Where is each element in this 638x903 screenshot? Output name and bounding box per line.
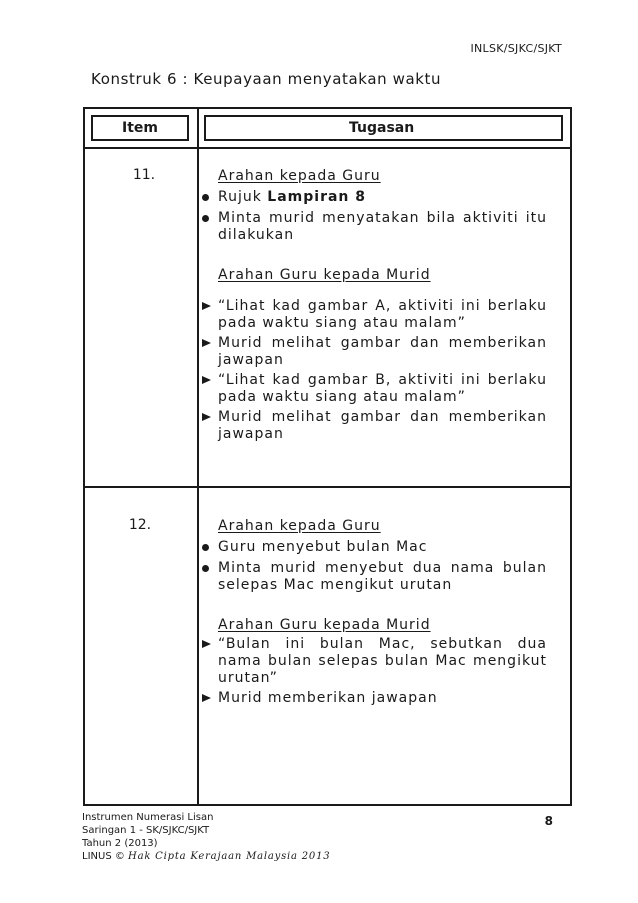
arrow-bullet-icon — [202, 413, 211, 421]
teacher-bullet: Minta murid menyatakan bila aktiviti itu dilakukan — [202, 210, 547, 244]
page-title: Konstruk 6 : Keupayaan menyatakan waktu — [91, 70, 442, 88]
arrow-bullet-icon — [202, 302, 211, 310]
arrow-bullet-icon — [202, 339, 211, 347]
teacher-instruction-heading: Arahan kepada Guru — [218, 518, 381, 534]
teacher-bullet: Guru menyebut bulan Mac — [202, 539, 547, 556]
arrow-bullet-icon — [202, 640, 211, 648]
bullet-icon — [202, 544, 209, 551]
bullet-icon — [202, 194, 209, 201]
teacher-instruction-heading: Arahan kepada Guru — [218, 168, 381, 184]
row-divider — [83, 486, 572, 488]
column-divider — [197, 107, 199, 806]
document-code: INLSK/SJKC/SJKT — [470, 42, 562, 55]
footer-copyright: LINUS © Hak Cipta Kerajaan Malaysia 2013 — [82, 851, 331, 862]
column-header-task: Tugasan — [204, 115, 563, 141]
bullet-icon — [202, 565, 209, 572]
student-step: Murid melihat gambar dan memberikan jawapan — [202, 409, 547, 443]
teacher-bullet: Rujuk Lampiran 8 — [202, 189, 547, 206]
page-number: 8 — [544, 814, 553, 828]
student-instruction-heading: Arahan Guru kepada Murid — [218, 267, 431, 283]
student-step: Murid memberikan jawapan — [202, 690, 547, 707]
appendix-reference: Lampiran 8 — [267, 189, 367, 205]
bullet-icon — [202, 215, 209, 222]
student-step: “Lihat kad gambar B, aktiviti ini berlaku pada waktu siang atau malam” — [202, 372, 547, 406]
student-instruction-heading: Arahan Guru kepada Murid — [218, 617, 431, 633]
footer-line: Saringan 1 - SK/SJKC/SJKT — [82, 825, 210, 836]
student-step: “Lihat kad gambar A, aktiviti ini berlaku pada waktu siang atau malam” — [202, 298, 547, 332]
column-header-item: Item — [91, 115, 189, 141]
footer — [82, 811, 330, 863]
arrow-bullet-icon — [202, 376, 211, 384]
header-rule — [83, 147, 572, 149]
item-number: 12. — [128, 517, 152, 533]
footer-line: Tahun 2 (2013) — [82, 838, 158, 849]
teacher-bullet: Minta murid menyebut dua nama bulan selepas Mac mengikut urutan — [202, 560, 547, 594]
task-cell — [202, 518, 547, 707]
task-cell — [202, 168, 547, 443]
student-step: Murid melihat gambar dan memberikan jawapan — [202, 335, 547, 369]
footer-line: Instrumen Numerasi Lisan — [82, 812, 214, 823]
arrow-bullet-icon — [202, 694, 211, 702]
item-number: 11. — [132, 167, 156, 183]
student-step: “Bulan ini bulan Mac, sebutkan dua nama bulan selepas bulan Mac mengikut urutan” — [202, 636, 547, 687]
